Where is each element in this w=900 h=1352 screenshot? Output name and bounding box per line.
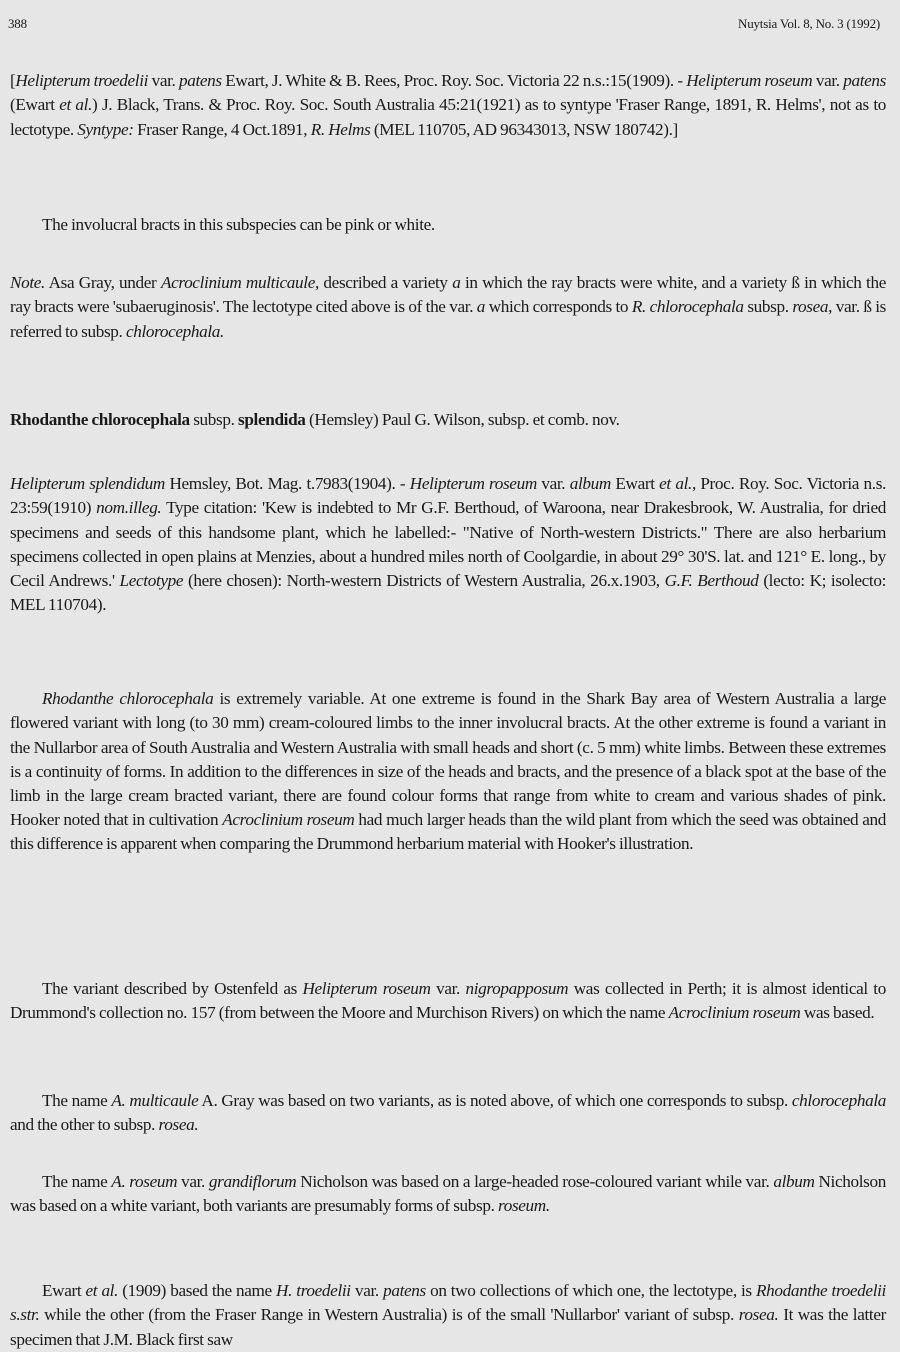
running-header: Nuytsia Vol. 8, No. 3 (1992) bbox=[738, 16, 880, 31]
body-text: var. bbox=[430, 979, 466, 999]
italic-text: Acroclinium multicaule bbox=[160, 273, 315, 293]
italic-text: Acroclinium roseum bbox=[222, 810, 355, 830]
bold-text: Rhodanthe chlorocephala bbox=[10, 410, 190, 430]
ewart-paragraph bbox=[10, 1279, 886, 1352]
body-text: (Hemsley) Paul G. Wilson, subsp. et comb. nov. bbox=[305, 410, 620, 430]
body-text: , Proc. Roy. Soc. Victoria n.s. 23:59(1910) bbox=[10, 474, 886, 518]
italic-text: patens bbox=[383, 1281, 426, 1301]
italic-text: patens bbox=[178, 71, 222, 91]
italic-text: rosea bbox=[792, 297, 829, 317]
body-text: subsp. bbox=[743, 297, 793, 317]
italic-text: et al. bbox=[85, 1281, 119, 1301]
body-text: , described a variety bbox=[314, 273, 453, 293]
ostenfeld-paragraph bbox=[10, 977, 886, 1025]
body-text: var. bbox=[148, 71, 179, 91]
italic-text: Helipterum roseum bbox=[686, 71, 813, 91]
italic-text: chlorocephala. bbox=[125, 321, 224, 341]
body-text: while the other (from the Fraser Range in Western Australia) is of the small 'Nullarbor' variant of subsp. bbox=[39, 1305, 739, 1325]
body-text: on two collections of which one, the lectotype, is bbox=[425, 1281, 756, 1301]
body-text: The name bbox=[42, 1172, 112, 1192]
body-text: in which the ray bracts were white, and a variety ß in which the ray bracts were 'subaeruginosis'. The lectotype cited above is of the var. bbox=[10, 273, 886, 317]
italic-text: et al. bbox=[59, 95, 93, 115]
italic-text: A. roseum bbox=[111, 1172, 178, 1192]
synonymy-paragraph bbox=[10, 472, 886, 617]
body-text: A. Gray was based on two variants, as is noted above, of which one corresponds to subsp. bbox=[198, 1091, 792, 1111]
body-text: The name bbox=[42, 1091, 112, 1111]
italic-text: patens bbox=[843, 71, 886, 91]
body-text: Asa Gray, under bbox=[45, 273, 161, 293]
body-text: , var. ß is referred to subsp. bbox=[10, 297, 886, 341]
taxon-heading bbox=[10, 408, 886, 432]
body-text: Nicholson was based on a white variant, both variants are presumably forms of subsp. bbox=[10, 1172, 886, 1216]
italic-text: rosea. bbox=[158, 1115, 199, 1135]
italic-text: album bbox=[569, 474, 611, 494]
multicaule-paragraph bbox=[10, 1089, 886, 1137]
italic-text: chlorocephala bbox=[791, 1091, 886, 1111]
body-text: It was the latter specimen that J.M. Black first saw bbox=[10, 1305, 886, 1349]
italic-text: A. multicaule bbox=[111, 1091, 199, 1111]
italic-text: G.F. Berthoud bbox=[664, 571, 759, 590]
body-text: var. bbox=[350, 1281, 384, 1301]
body-text: Type citation: 'Kew is indebted to Mr G.F. Berthoud, of Waroona, near Drakesbrook, W. Australia, for dried specimens and seeds of this handsome plant, which he labelled:- "Native of North-western Districts." There are also herbarium specimens collected in open plains at Menzies, about a hundred miles north of Coolgardie, in about 29° 30'S. lat. and 121° E. long., by Cecil Andrews.' bbox=[10, 498, 886, 590]
body-text: Ewart, J. White & B. Rees, Proc. Roy. Soc. Victoria 22 n.s.:15(1909). - bbox=[221, 71, 687, 91]
variability-paragraph bbox=[10, 687, 886, 856]
body-text: (lecto: K; isolecto: MEL 110704). bbox=[10, 571, 886, 615]
italic-text: a bbox=[452, 273, 461, 293]
page-number: 388 bbox=[8, 16, 27, 31]
body-text: Ewart bbox=[610, 474, 660, 494]
body-text: subsp. bbox=[189, 410, 238, 430]
italic-text: nom.illeg. bbox=[96, 498, 162, 518]
italic-text: roseum. bbox=[498, 1196, 550, 1216]
body-text: Hemsley, Bot. Mag. t.7983(1904). - bbox=[165, 474, 410, 494]
body-text: Fraser Range, 4 Oct.1891, bbox=[133, 119, 311, 139]
body-text: The involucral bracts in this subspecies can be pink or white. bbox=[42, 215, 435, 235]
italic-text: R. chlorocephala bbox=[631, 297, 744, 317]
grandiflorum-paragraph bbox=[10, 1170, 886, 1218]
body-text: and the other to subsp. bbox=[10, 1115, 159, 1135]
body-text: var. bbox=[177, 1172, 209, 1192]
italic-text: Syntype: bbox=[77, 119, 134, 139]
body-text: (MEL 110705, AD 96343013, NSW 180742).] bbox=[370, 119, 678, 139]
italic-text: a bbox=[476, 297, 486, 317]
body-text: had much larger heads than the wild plant from which the seed was obtained and this difference is apparent when comparing the Drummond herbarium material with Hooker's illustration. bbox=[10, 810, 886, 854]
italic-text: Helipterum roseum bbox=[302, 979, 431, 999]
italic-text: Helipterum troedelii bbox=[15, 71, 149, 91]
bold-text: splendida bbox=[238, 410, 306, 430]
body-text: (Ewart bbox=[10, 95, 60, 115]
italic-text: grandiflorum bbox=[208, 1172, 297, 1192]
body-text: is extremely variable. At one extreme is found in the Shark Bay area of Western Australia a large flowered variant with long (to 30 mm) cream-coloured limbs to the inner involucral bracts. At the other extreme is found a variant in the Nullarbor area of South Australia and Western Australia with small heads and short (c. 5 mm) white limbs. Between these extremes is a continuity of forms. In addition to the differences in size of the heads and bracts, and the presence of a black spot at the base of the limb in the large cream bracted variant, there are found colour forms that range from white to cream and various shades of pink. Hooker noted that in cultivation bbox=[10, 689, 886, 830]
italic-text: Acroclinium roseum bbox=[668, 1003, 801, 1023]
italic-text: album bbox=[773, 1172, 815, 1192]
body-text: Nicholson was based on a large-headed rose-coloured variant while var. bbox=[296, 1172, 774, 1192]
synonymy-paragraph bbox=[10, 69, 886, 142]
italic-text: Lectotype bbox=[119, 571, 184, 590]
italic-text: Helipterum roseum bbox=[409, 474, 537, 494]
italic-text: Rhodanthe troedelii s.str. bbox=[10, 1281, 886, 1325]
body-text: ) J. Black, Trans. & Proc. Roy. Soc. South Australia 45:21(1921) as to syntype 'Fraser Range, 1891, R. Helms', not as to lectotype. bbox=[10, 95, 886, 139]
italic-text: Rhodanthe chlorocephala bbox=[42, 689, 214, 709]
italic-text: nigropapposum bbox=[465, 979, 569, 999]
italic-text: rosea. bbox=[738, 1305, 779, 1325]
bract-colour-paragraph bbox=[10, 213, 886, 237]
body-text: [ bbox=[10, 71, 16, 91]
body-text: Ewart bbox=[42, 1281, 86, 1301]
body-text: was based. bbox=[800, 1003, 875, 1023]
note-paragraph bbox=[10, 271, 886, 344]
body-text: (1909) based the name bbox=[118, 1281, 277, 1301]
body-text: which corresponds to bbox=[485, 297, 632, 317]
italic-text: H. troedelii bbox=[276, 1281, 351, 1301]
body-text: var. bbox=[536, 474, 570, 494]
body-text: var. bbox=[812, 71, 844, 91]
italic-text: Helipterum splendidum bbox=[10, 474, 165, 494]
italic-text: et al. bbox=[659, 474, 692, 494]
italic-text: Note. bbox=[10, 273, 46, 293]
body-text: was collected in Perth; it is almost identical to Drummond's collection no. 157 (from between the Moore and Murchison Rivers) on which the name bbox=[10, 979, 886, 1023]
italic-text: R. Helms bbox=[310, 119, 371, 139]
body-text: (here chosen): North-western Districts of Western Australia, 26.x.1903, bbox=[183, 571, 665, 590]
body-text: The variant described by Ostenfeld as bbox=[42, 979, 303, 999]
